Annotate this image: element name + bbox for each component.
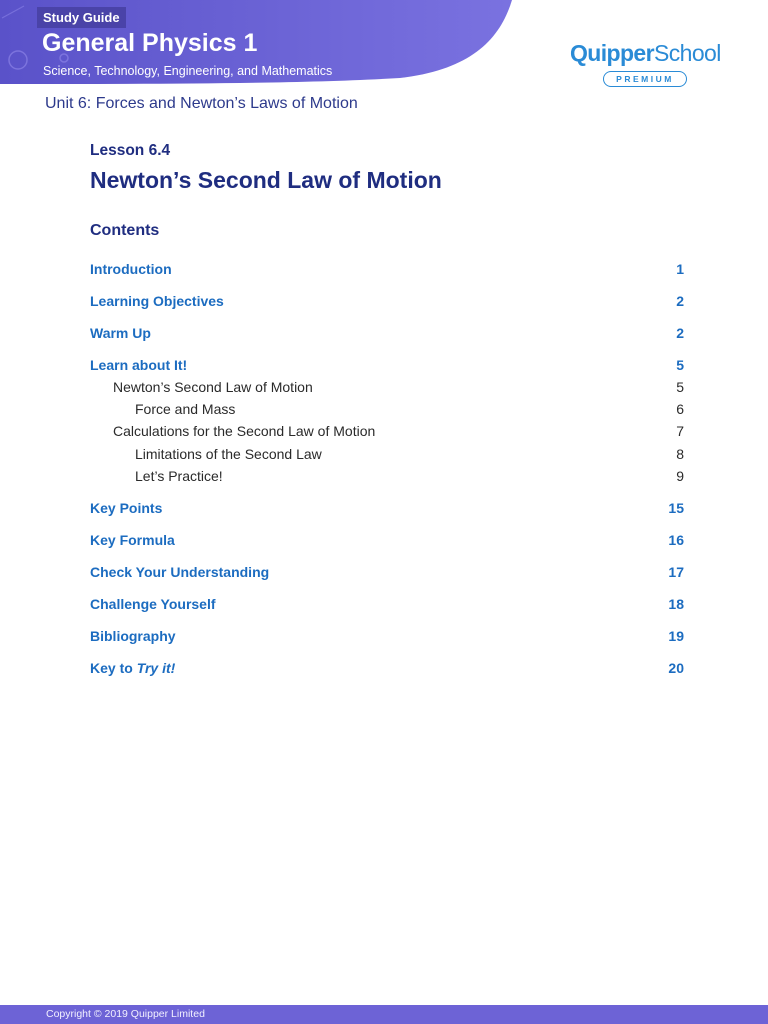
logo-text-light: School	[653, 40, 721, 66]
study-guide-badge: Study Guide	[37, 7, 126, 28]
logo-wordmark	[570, 40, 721, 67]
toc-entry-newtons-second-law[interactable]	[90, 377, 684, 397]
toc-label: Learn about It!	[90, 357, 188, 373]
toc-label: Let’s Practice!	[135, 468, 223, 484]
toc-entry-calculations[interactable]	[90, 421, 684, 441]
toc-page: 15	[668, 500, 684, 516]
toc-page: 9	[676, 468, 684, 484]
lesson-number: Lesson 6.4	[90, 142, 171, 159]
toc-entry-introduction[interactable]	[90, 259, 684, 279]
toc-label: Warm Up	[90, 325, 151, 341]
toc-label: Challenge Yourself	[90, 596, 216, 612]
toc-page: 17	[668, 564, 684, 580]
toc-entry-warm-up[interactable]	[90, 323, 684, 343]
toc-page: 20	[668, 660, 684, 676]
quipper-school-logo	[570, 40, 730, 90]
toc-page: 5	[676, 379, 684, 395]
toc-page: 16	[668, 532, 684, 548]
toc-entry-key-to-try-it[interactable]	[90, 658, 684, 678]
course-subtitle: Science, Technology, Engineering, and Mathematics	[43, 64, 333, 78]
toc-label: Check Your Understanding	[90, 564, 270, 580]
toc-entry-learn-about-it[interactable]	[90, 355, 684, 375]
toc-label: Calculations for the Second Law of Motion	[113, 423, 376, 439]
toc-label: Introduction	[90, 261, 172, 277]
toc-page: 19	[668, 628, 684, 644]
toc-label: Force and Mass	[135, 401, 236, 417]
toc-entry-learning-objectives[interactable]	[90, 291, 684, 311]
toc-label: Bibliography	[90, 628, 176, 644]
toc-entry-key-points[interactable]	[90, 498, 684, 518]
toc-entry-lets-practice[interactable]	[90, 466, 684, 486]
toc-page: 5	[676, 357, 684, 373]
toc-label-italic: Try it!	[136, 660, 176, 676]
toc-entry-bibliography[interactable]	[90, 626, 684, 646]
toc-label: Newton’s Second Law of Motion	[113, 379, 313, 395]
toc-label: Key Points	[90, 500, 163, 516]
toc-label: Learning Objectives	[90, 293, 224, 309]
toc-label: Key Formula	[90, 532, 175, 548]
toc-entry-check-your-understanding[interactable]	[90, 562, 684, 582]
toc-page: 6	[676, 401, 684, 417]
toc-page: 1	[676, 261, 684, 277]
logo-text-bold: Quipper	[570, 40, 654, 66]
toc-entry-limitations[interactable]	[90, 444, 684, 464]
toc-page: 18	[668, 596, 684, 612]
copyright-text: Copyright © 2019 Quipper Limited	[46, 1008, 205, 1020]
toc-entry-force-and-mass[interactable]	[90, 399, 684, 419]
toc-label-prefix: Key to	[90, 660, 137, 676]
toc-entry-challenge-yourself[interactable]	[90, 594, 684, 614]
contents-heading: Contents	[90, 222, 160, 239]
unit-title: Unit 6: Forces and Newton’s Laws of Motion	[45, 95, 358, 112]
course-title: General Physics 1	[42, 29, 258, 57]
logo-premium-tag: PREMIUM	[603, 71, 687, 87]
lesson-title: Newton’s Second Law of Motion	[90, 167, 442, 193]
toc-page: 8	[676, 446, 684, 462]
toc-page: 2	[676, 325, 684, 341]
toc-page: 2	[676, 293, 684, 309]
toc-label	[90, 658, 175, 678]
footer-bar	[0, 1005, 768, 1024]
toc-label: Limitations of the Second Law	[135, 446, 322, 462]
toc-page: 7	[676, 423, 684, 439]
toc-entry-key-formula[interactable]	[90, 530, 684, 550]
